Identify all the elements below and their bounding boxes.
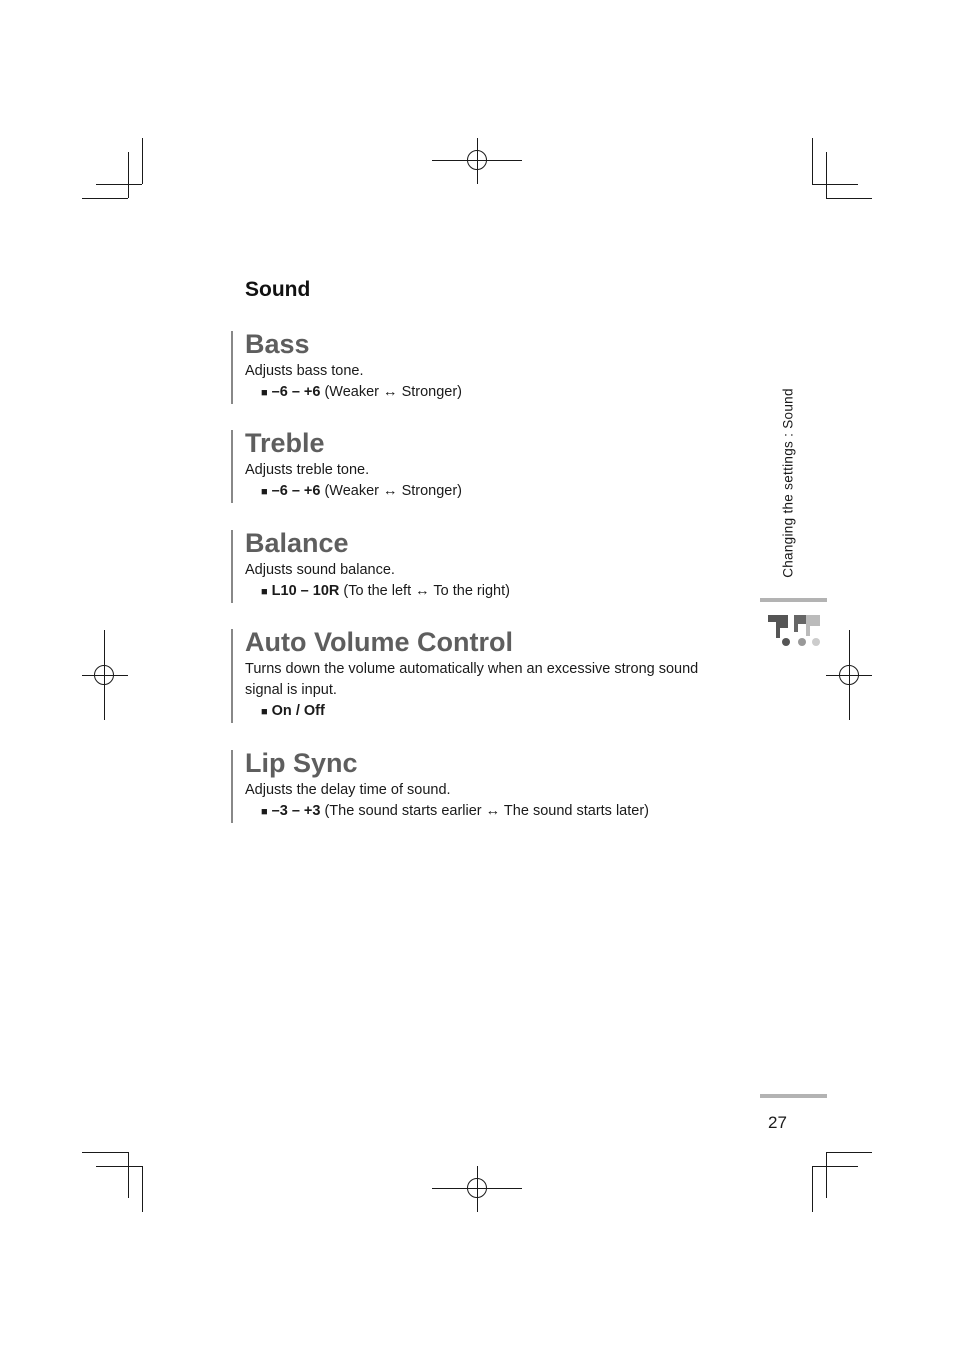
bullet-icon: ■	[261, 706, 268, 718]
settings-tab-icon	[766, 612, 822, 650]
page-number: 27	[768, 1113, 787, 1132]
setting-bass	[231, 331, 745, 404]
item-description: Adjusts treble tone.	[245, 462, 370, 478]
item-option	[245, 701, 745, 723]
option-note: (Weaker ↔ Stronger)	[320, 483, 463, 499]
option-note: (The sound starts earlier ↔ The sound starts later)	[320, 803, 649, 819]
item-title: Bass	[245, 329, 310, 359]
item-title: Auto Volume Control	[245, 627, 513, 657]
item-description: Adjusts sound balance.	[245, 562, 395, 578]
option-range: On / Off	[271, 703, 325, 719]
option-range: –6 – +6	[271, 384, 321, 400]
item-title: Lip Sync	[245, 748, 358, 778]
item-title: Treble	[245, 428, 325, 458]
setting-auto-volume-control	[231, 629, 745, 723]
side-tab-divider	[760, 598, 827, 602]
item-title: Balance	[245, 528, 349, 558]
option-range: –3 – +3	[271, 803, 321, 819]
item-description: Turns down the volume automatically when an excessive strong sound signal is input.	[245, 661, 699, 698]
bullet-icon: ■	[261, 806, 268, 818]
section-title: Sound	[245, 278, 311, 301]
setting-treble	[231, 430, 745, 503]
item-option	[245, 382, 745, 404]
side-tab-label: Changing the settings : Sound	[780, 388, 796, 578]
bullet-icon: ■	[261, 387, 268, 399]
setting-lip-sync	[231, 750, 745, 823]
option-range: –6 – +6	[271, 483, 321, 499]
bullet-icon: ■	[261, 586, 268, 598]
item-option	[245, 481, 745, 503]
option-note: (Weaker ↔ Stronger)	[320, 384, 463, 400]
option-range: L10 – 10R	[271, 583, 340, 599]
bullet-icon: ■	[261, 486, 268, 498]
item-description: Adjusts the delay time of sound.	[245, 782, 451, 798]
page-number-divider	[760, 1094, 827, 1098]
setting-balance	[231, 530, 745, 603]
option-note: (To the left ↔ To the right)	[339, 583, 510, 599]
item-description: Adjusts bass tone.	[245, 363, 364, 379]
item-option	[245, 581, 745, 603]
item-option	[245, 801, 745, 823]
